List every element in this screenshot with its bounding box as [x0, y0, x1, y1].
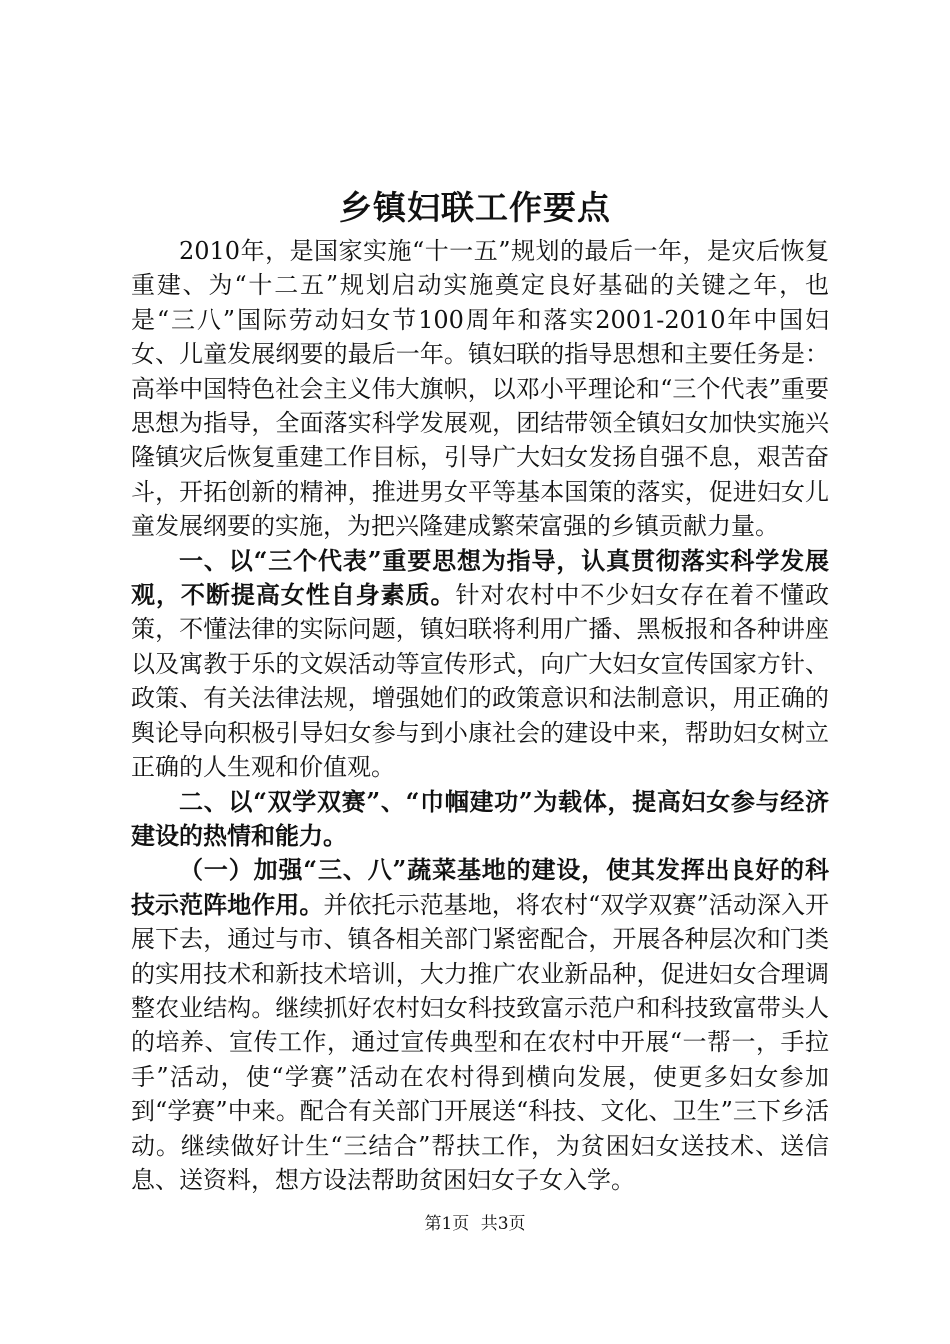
- page-number: 第1页: [424, 1214, 470, 1234]
- paragraph-text: 并依托示范基地，将农村“双学双赛”活动深入开展下去，通过与市、镇各相关部门紧密配合，开展各种层次和门类的实用技术和新技术培训，大力推广农业新品种，促进妇女合理调整农业结构。继续抓好农村妇女科技致富示范户和科技致富带头人的培养、宣传工作，通过宣传典型和在农村中开展“一帮一，手拉手”活动，使“学赛”活动在农村得到横向发展，使更多妇女参加到“学赛”中来。配合有关部门开展送“科技、文化、卫生”三下乡活动。继续做好计生“三结合”帮扶工作，为贫困妇女送技术、送信息、送资料，想方设法帮助贫困妇女子女入学。: [131, 890, 829, 1194]
- paragraph-intro: [131, 234, 829, 544]
- section-heading: 二、以“双学双赛”、“巾帼建功”为载体，提高妇女参与经济建设的热情和能力。: [131, 786, 829, 850]
- paragraph-section-2: [131, 785, 829, 854]
- page-title: 乡镇妇联工作要点: [339, 188, 611, 227]
- paragraph-section-1: [131, 544, 829, 785]
- section-heading: 一、以“三个代表”重要思想为指导，认真贯彻落实科学发展观，不断提高女性自身素质。: [131, 545, 829, 610]
- document-body: [131, 234, 829, 1197]
- page-total: 共3页: [480, 1214, 526, 1234]
- page-footer: [0, 1212, 950, 1236]
- subsection-heading: （一）加强“三、八”蔬菜基地的建设，使其发挥出良好的科技示范阵地作用。: [131, 855, 829, 919]
- paragraph-subsection-1: [131, 853, 829, 1197]
- paragraph-text: 针对农村中不少妇女存在着不懂政策，不懂法律的实际问题，镇妇联将利用广播、黑板报和各种讲座以及寓教于乐的文娱活动等宣传形式，向广大妇女宣传国家方针、政策、有关法律法规，增强她们的政策意识和法制意识，用正确的舆论导向积极引导妇女参与到小康社会的建设中来，帮助妇女树立正确的人生观和价值观。: [131, 581, 830, 782]
- paragraph-text: 2010年，是国家实施“十一五”规划的最后一年，是灾后恢复重建、为“十二五”规划启动实施奠定良好基础的关键之年，也是“三八”国际劳动妇女节100周年和落实2001-2010年中国妇女、儿童发展纲要的最后一年。镇妇联的指导思想和主要任务是：高举中国特色社会主义伟大旗帜，以邓小平理论和“三个代表”重要思想为指导，全面落实科学发展观，团结带领全镇妇女加快实施兴隆镇灾后恢复重建工作目标，引导广大妇女发扬自强不息，艰苦奋斗，开拓创新的精神，推进男女平等基本国策的落实，促进妇女儿童发展纲要的实施，为把兴隆建成繁荣富强的乡镇贡献力量。: [131, 237, 829, 541]
